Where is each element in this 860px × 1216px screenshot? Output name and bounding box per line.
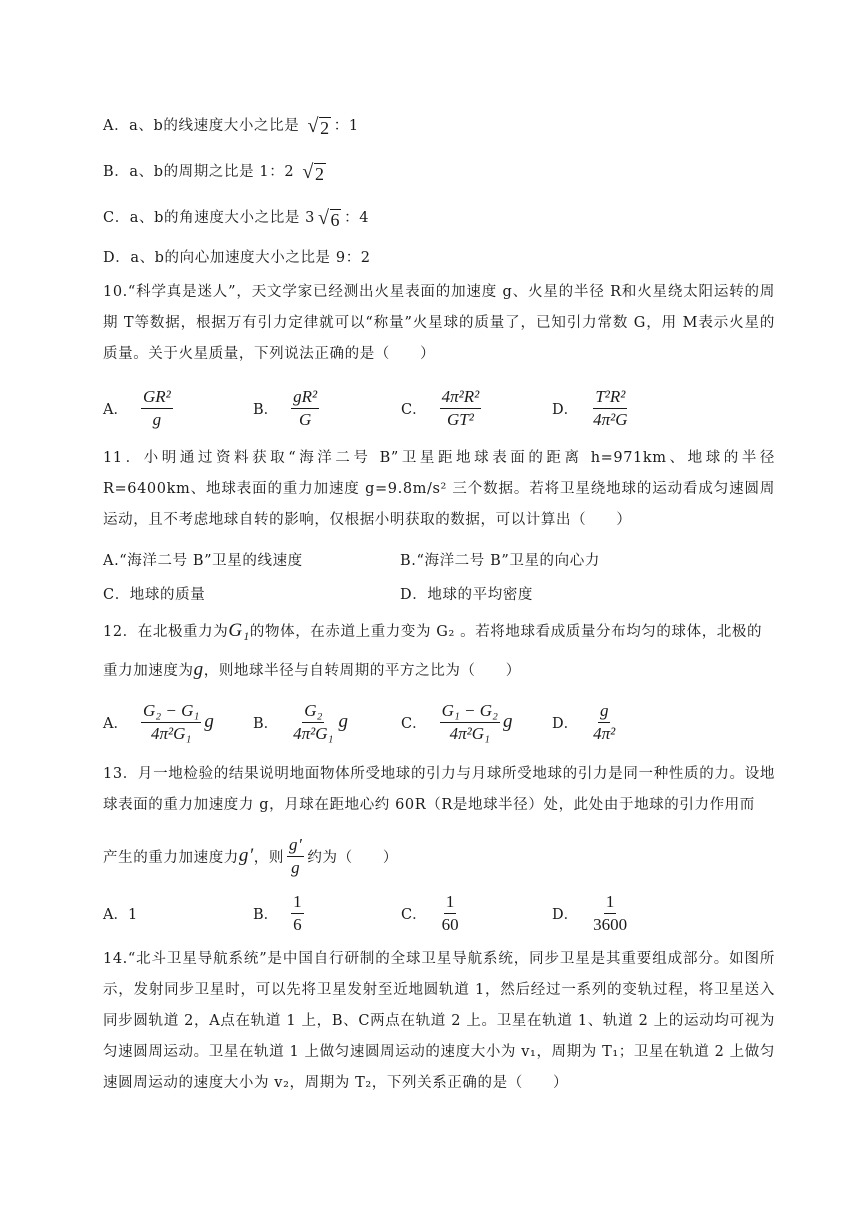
q11-stem: 11．小明通过资料获取“海洋二号 B”卫星距地球表面的距离 h=971km、地球的半径 R=6400km、地球表面的重力加速度 g=9.8m/s² 三个数据。若将卫星绕地球的运动看成匀速圆周运动，且不考虑地球自转的影响，仅根据小明获取的数据，可以计算出（ ） [103, 450, 775, 528]
fraction: $\frac{\text{G₂ − G₁}}{\text{4π²G₁}}$ [142, 700, 200, 743]
sqrt-expression: √ 2 [302, 160, 325, 184]
q11-option-d: D．地球的平均密度 [400, 587, 534, 603]
q13-option-c: C． $\frac{1}{60}$ [401, 891, 459, 934]
q10-stem: 10.“科学真是迷人”，天文学家已经测出火星表面的加速度 g、火星的半径 R和火星绕太阳运转的周期 T等数据，根据万有引力定律就可以“称量”火星球的质量了，已知引力常数 G，用 M表示火星的质量。关于火星质量，下列说法正确的是（ ） [103, 284, 775, 362]
q11-option-a: A.“海洋二号 B”卫星的线速度 [103, 553, 303, 569]
q12-options [103, 697, 775, 747]
fraction: $\frac{\text{G₂}}{\text{4π²G₁}}$ [293, 700, 334, 743]
q10-option-d: D． $\frac{\text{T²R²}}{\text{4π²G}}$ [552, 386, 628, 429]
fraction: $\frac{g}{\text{4π²}}$ [593, 700, 616, 743]
q10-option-a: A． $\frac{\text{GR²}}{g}$ [103, 386, 171, 429]
fraction: $\frac{\text{GR²}}{g}$ [142, 386, 171, 429]
q14-stem: 14.“北斗卫星导航系统”是中国自行研制的全球卫星导航系统，同步卫星是其重要组成部分。如图所示，发射同步卫星时，可以先将卫星发射至近地圆轨道 1，然后经过一系列的变轨过程，将卫星送入同步圆轨道 2，A点在轨道 1 上，B、C两点在轨道 2 上。卫星在轨道 1、轨道 2 上的运动均可视为匀速圆周运动。卫星在轨道 1 上做匀速圆周运动的速度大小为 v₁，周期为 T₁；卫星在轨道 2 上做匀速圆周运动的速度大小为 v₂，周期为 T₂，下列关系正确的是（ ） [103, 951, 775, 1091]
q11-option-b: B.“海洋二号 B”卫星的向心力 [400, 553, 600, 569]
q12-option-c: C． $\frac{\text{G₁ − G₂}}{\text{4π²G₁}}$ g [401, 700, 513, 743]
q11-options-row2 [103, 583, 775, 607]
q11-option-c: C．地球的质量 [103, 587, 206, 603]
fraction: $\frac{\text{gR²}}{G}$ [293, 386, 318, 429]
q13-option-a: A．1 [103, 906, 138, 923]
fraction: $\frac{\text{4π²R²}}{\text{GT²}}$ [441, 386, 480, 429]
q13-stem: 13．月一地检验的结果说明地面物体所受地球的引力与月球所受地球的引力是同一种性质的力。设地球表面的重力加速度力 g，月球在距地心约 60R（R是地球半径）处，此处由于地球的引力作用而 [103, 766, 775, 813]
fraction: $\frac{g'}{g}$ [288, 834, 303, 877]
sqrt-expression: √ 2 [307, 114, 330, 138]
q10-option-b: B． $\frac{\text{gR²}}{G}$ [253, 386, 318, 429]
q13-option-d: D． $\frac{1}{3600}$ [552, 891, 628, 934]
fraction: $\frac{1}{60}$ [441, 891, 459, 934]
q9-option-d: D．a、b的向心加速度大小之比是 9：2 [103, 250, 371, 266]
sqrt-expression: √ 6 [317, 206, 341, 230]
fraction: $\frac{1}{3600}$ [593, 891, 628, 934]
fraction: $\frac{\text{G₁ − G₂}}{\text{4π²G₁}}$ [441, 700, 498, 743]
q9-option-a: A．a、b的线速度大小之比是 √ 2 ：1 [103, 114, 359, 138]
q12-stem-line2: 重力加速度为g，则地球半径与自转周期的平方之比为（ ） [103, 659, 521, 680]
q12-stem-line1: 12．在北极重力为G₁的物体，在赤道上重力变为 G₂ 。若将地球看成质量分布均匀的球体，北极的 [103, 620, 763, 641]
fraction: $\frac{1}{6}$ [293, 891, 302, 934]
q9-option-c: C．a、b的角速度大小之比是 3 √ 6 ：4 [103, 206, 370, 230]
q13-options [103, 888, 775, 938]
q11-options-row1 [103, 549, 775, 573]
q13-stem-line3: 产生的重力加速度力 g′ ，则 $\frac{g'}{g}$ 约为（ ） [103, 834, 398, 877]
q12-option-b: B． $\frac{\text{G₂}}{\text{4π²G₁}}$ g [253, 700, 348, 743]
fraction: $\frac{\text{T²R²}}{\text{4π²G}}$ [593, 386, 628, 429]
q10-options [103, 383, 775, 433]
q12-option-d: D． $\frac{g}{\text{4π²}}$ [552, 700, 616, 743]
q10-option-c: C． $\frac{\text{4π²R²}}{\text{GT²}}$ [401, 386, 480, 429]
q13-option-b: B． $\frac{1}{6}$ [253, 891, 302, 934]
q9-option-b: B．a、b的周期之比是 1：2 √ 2 [103, 160, 325, 184]
q12-option-a: A． $\frac{\text{G₂ − G₁}}{\text{4π²G₁}}$ g [103, 700, 214, 743]
